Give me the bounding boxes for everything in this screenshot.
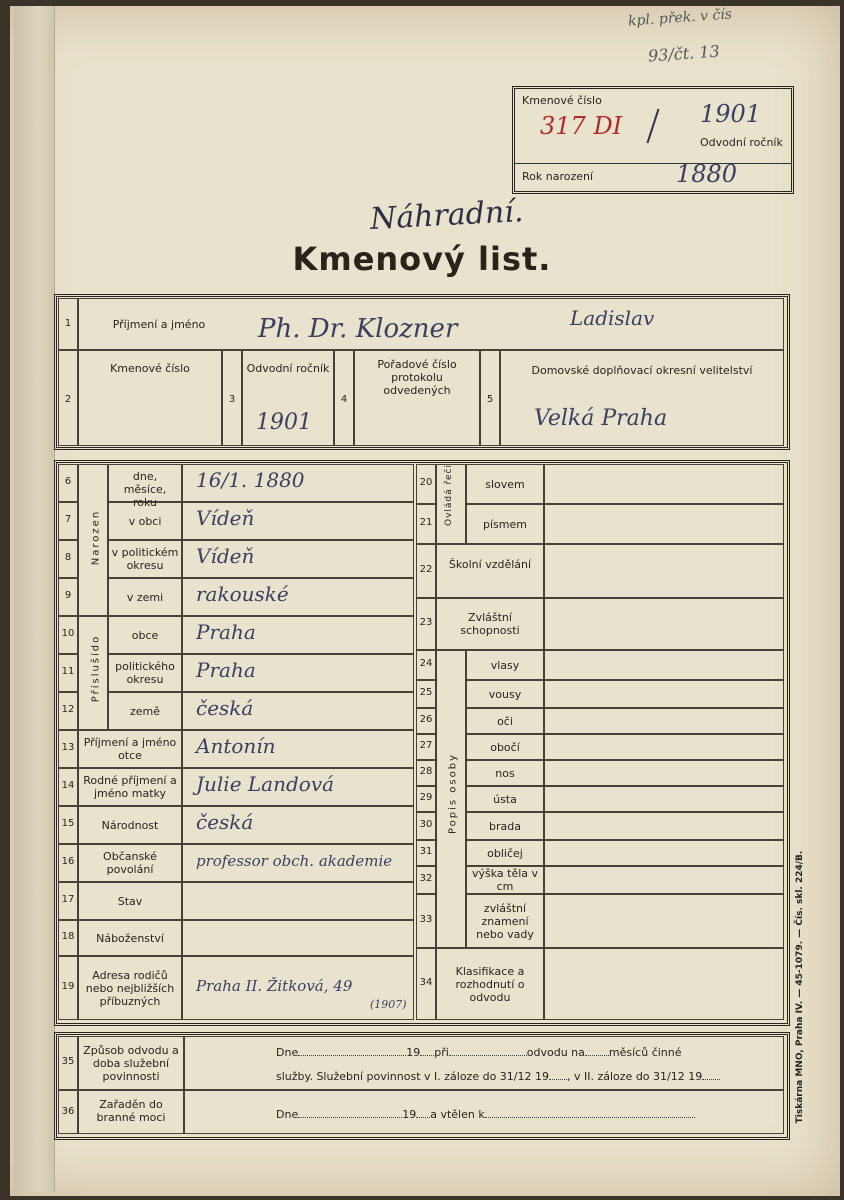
line-35a-dne: Dne (276, 1046, 299, 1059)
row-number: 34 (419, 977, 433, 988)
line-36-19: 19 (402, 1108, 417, 1121)
row-number: 24 (419, 658, 433, 669)
row-label: Národnost (101, 818, 159, 832)
printer-imprint: Tiskárna MNO, Praha IV. — 45-1079. — Čís. skl. 224/B. (795, 850, 805, 1124)
row-label: Náboženství (96, 931, 164, 945)
line-36 (276, 1108, 695, 1121)
header-rok-narozeni-value: 1880 (676, 160, 738, 188)
line-35b-text2: , v II. záloze do 31/12 19 (567, 1070, 703, 1083)
top-odvodni-rocnik-value: 1901 (256, 410, 312, 435)
row-value: professor obch. akademie (196, 851, 393, 870)
row-value: 16/1. 1880 (196, 468, 305, 492)
row-label: výška těla v cm (471, 867, 539, 893)
row-value: Praha (196, 658, 256, 682)
row-label: v zemi (126, 590, 164, 604)
row-number: 6 (64, 476, 72, 487)
row-number: 4 (340, 394, 348, 405)
row-label: vlasy (490, 658, 520, 672)
row-label: obličej (487, 846, 523, 860)
row-value: Antonín (196, 734, 276, 758)
row-label: zvláštní znamení nebo vady (476, 901, 534, 941)
row-number: 36 (61, 1106, 75, 1117)
row-label: Příjmení a jméno otce (83, 736, 177, 762)
row-label: nos (495, 766, 515, 780)
row-label: ústa (493, 792, 517, 806)
row-number: 15 (61, 818, 75, 829)
row-label: politického okresu (115, 660, 175, 686)
row-number: 10 (61, 628, 75, 639)
row-number: 21 (419, 517, 433, 528)
row-number: 29 (419, 792, 433, 803)
poradove-cislo-label: Pořadové číslo protokolu odvedených (377, 358, 457, 397)
row-value: česká (196, 810, 254, 834)
row-value-secondary: (1907) (370, 998, 407, 1011)
row-number: 25 (419, 687, 433, 698)
row-number: 2 (64, 394, 72, 405)
row-number: 20 (419, 477, 433, 488)
row-number: 31 (419, 846, 433, 857)
row-number: 16 (61, 856, 75, 867)
group-narozen: Narozen (90, 509, 102, 566)
prijmeni-label: Příjmení a jméno (112, 318, 206, 331)
row-number: 17 (61, 894, 75, 905)
row-label: Adresa rodičů nebo nejbližších příbuzných (85, 968, 175, 1008)
row-label: v obci (128, 514, 162, 528)
row-label: Zvláštní schopnosti (460, 611, 520, 637)
header-kmenove-cislo-label: Kmenové číslo (522, 94, 602, 107)
line-35a (276, 1046, 682, 1059)
group-popis-osoby: Popis osoby (447, 752, 459, 835)
top-odvodni-rocnik-label: Odvodní ročník (246, 362, 330, 375)
jmeno-value: Ladislav (570, 306, 655, 330)
row-number: 5 (486, 394, 494, 405)
row-number: 11 (61, 666, 75, 677)
label-36: Zařaděn do branné moci (96, 1098, 166, 1124)
row-value: česká (196, 696, 254, 720)
row-label: slovem (485, 477, 525, 491)
row-label: Školní vzdělání (448, 558, 532, 571)
row-number: 7 (64, 514, 72, 525)
row-number: 8 (64, 552, 72, 563)
row-label: písmem (483, 517, 527, 531)
row-label: oči (497, 714, 513, 728)
row-label: Stav (117, 894, 143, 908)
line-35a-odvodu: odvodu na (526, 1046, 585, 1059)
line-35a-19: 19 (406, 1046, 421, 1059)
row-number: 1 (64, 318, 72, 329)
row-number: 33 (419, 914, 433, 925)
header-odvodni-rocnik-label: Odvodní ročník (700, 136, 783, 149)
row-number: 14 (61, 780, 75, 791)
corner-note-line1: kpl. přek. v čís (627, 6, 733, 30)
row-label: obočí (490, 740, 520, 754)
row-value: Praha II. Žitková, 49 (196, 976, 353, 995)
corner-note-line2: 93/čt. 13 (647, 41, 721, 66)
group-prislusi: Příslušídо (90, 634, 102, 703)
domovske-label: Domovské doplňovací okresní velitelství (531, 364, 753, 377)
row-number: 18 (61, 931, 75, 942)
row-label: v politickém okresu (111, 546, 179, 572)
row-number: 32 (419, 873, 433, 884)
line-35b-text: služby. Služební povinnost v I. záloze do 31/12 19 (276, 1070, 549, 1083)
line-35a-mesicu: měsíců činné (608, 1046, 682, 1059)
domovske-value: Velká Praha (534, 406, 668, 431)
label-35: Způsob odvodu a doba služební povinnosti (83, 1044, 179, 1083)
row-number: 3 (228, 394, 236, 405)
line-36-dne: Dne (276, 1108, 299, 1121)
page-title: Kmenový list. (292, 240, 552, 278)
row-number: 13 (61, 742, 75, 753)
row-label: dne, měsíce, roku (123, 470, 167, 509)
row-value: Vídeň (196, 544, 255, 568)
line-35b (276, 1070, 720, 1083)
line-35a-pri: při (434, 1046, 449, 1059)
row-label: vousy (488, 687, 522, 701)
annotation-nahradni: Náhradní. (369, 194, 525, 237)
row-label: obce (131, 628, 159, 642)
row-number: 35 (61, 1056, 75, 1067)
row-number: 12 (61, 704, 75, 715)
row-value: Praha (196, 620, 256, 644)
row-value: Vídeň (196, 506, 255, 530)
row-number: 30 (419, 819, 433, 830)
row-label: země (129, 704, 161, 718)
group-ovlada-reci: Ovládá řeči (444, 464, 454, 527)
row-label: brada (489, 819, 521, 833)
row-label: Rodné příjmení a jméno matky (83, 774, 177, 800)
header-rok-narozeni-label: Rok narození (522, 170, 594, 183)
header-odvodni-rocnik-value: 1901 (700, 100, 762, 128)
row-number: 22 (419, 564, 433, 575)
row-value: Julie Landová (196, 772, 335, 796)
line-36-vtelen: a vtělen k (430, 1108, 485, 1121)
header-kmenove-cislo-value: 317 DI (540, 112, 623, 140)
top-kmenove-cislo-label: Kmenové číslo (110, 362, 190, 375)
row-label: Klasifikace a rozhodnutí o odvodu (455, 964, 525, 1004)
binding-strip (14, 6, 55, 1192)
row-number: 28 (419, 766, 433, 777)
prijmeni-value: Ph. Dr. Klozner (258, 314, 458, 344)
row-number: 9 (64, 590, 72, 601)
row-label: Občanské povolání (103, 850, 157, 876)
row-number: 23 (419, 617, 433, 628)
row-number: 26 (419, 714, 433, 725)
row-value: rakouské (196, 582, 289, 606)
row-number: 27 (419, 740, 433, 751)
row-number: 19 (61, 981, 75, 992)
